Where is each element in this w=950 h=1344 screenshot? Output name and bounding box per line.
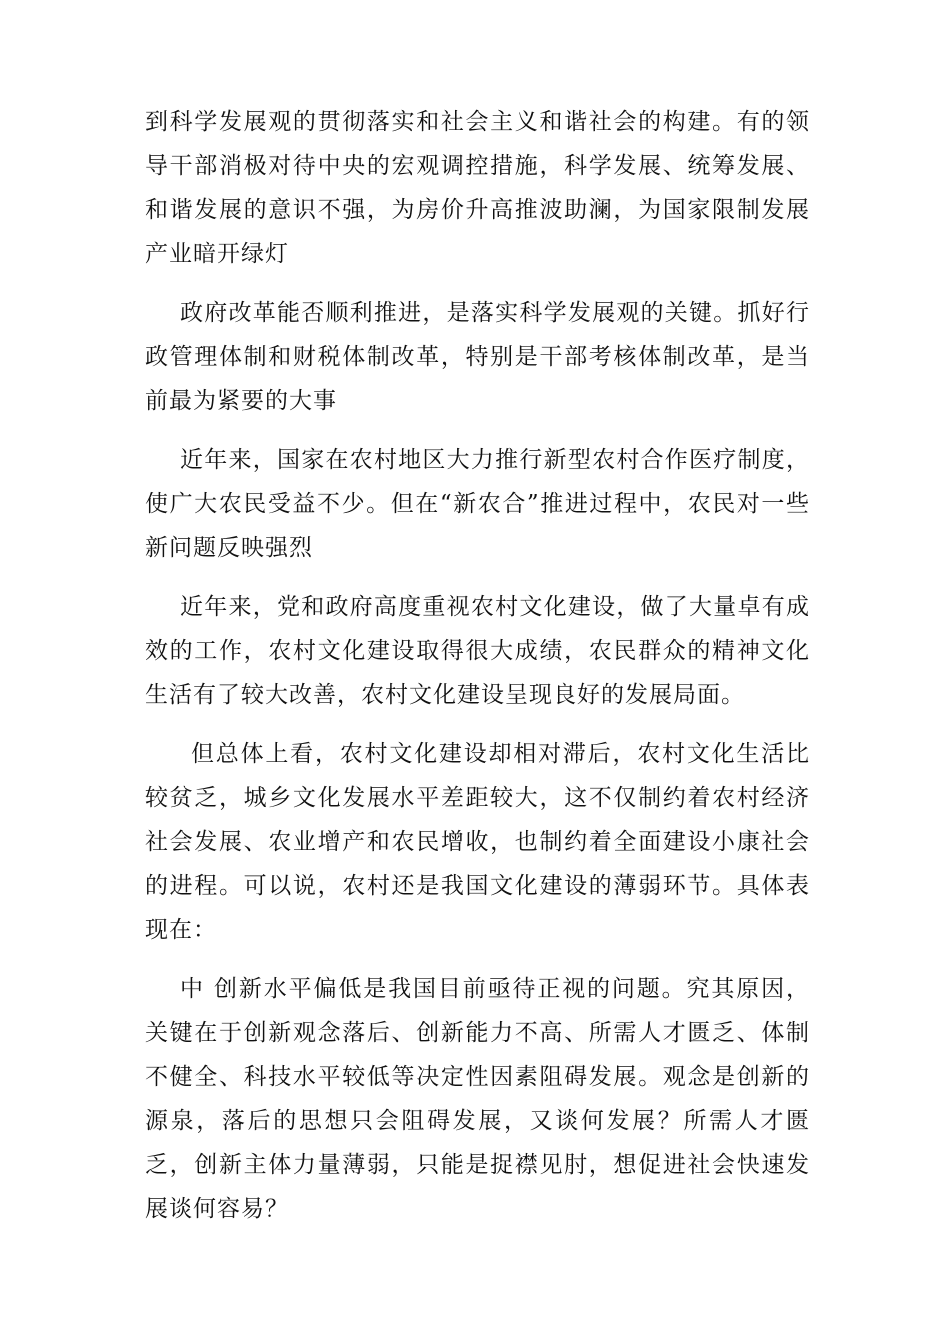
paragraph-1: 到科学发展观的贯彻落实和社会主义和谐社会的构建。有的领导干部消极对待中央的宏观调控措施，科学发展、统筹发展、和谐发展的意识不强，为房价升高推波助澜，为国家限制发展产业暗开绿灯 [145, 109, 810, 267]
paragraph-2: 政府改革能否顺利推进，是落实科学发展观的关键。抓好行政管理体制和财税体制改革，特别是干部考核体制改革，是当前最为紧要的大事 [145, 300, 810, 414]
document-body [145, 100, 810, 1246]
paragraph-5: 但总体上看，农村文化建设却相对滞后，农村文化生活比较贫乏，城乡文化发展水平差距较大，这不仅制约着农村经济社会发展、农业增产和农民增收，也制约着全面建设小康社会的进程。可以说，农村还是我国文化建设的薄弱环节。具体表现在： [145, 741, 810, 943]
paragraph-6: 中 创新水平偏低是我国目前亟待正视的问题。究其原因，关键在于创新观念落后、创新能力不高、所需人才匮乏、体制不健全、科技水平较低等决定性因素阻碍发展。观念是创新的源泉，落后的思想只会阻碍发展，又谈何发展？所需人才匮乏，创新主体力量薄弱，只能是捉襟见肘，想促进社会快速发展谈何容易？ [145, 976, 810, 1222]
paragraph-3: 近年来，国家在农村地区大力推行新型农村合作医疗制度，使广大农民受益不少。但在“新农合”推进过程中，农民对一些新问题反映强烈 [145, 447, 810, 561]
paragraph-4: 近年来，党和政府高度重视农村文化建设，做了大量卓有成效的工作，农村文化建设取得很大成绩，农民群众的精神文化生活有了较大改善，农村文化建设呈现良好的发展局面。 [145, 594, 810, 708]
